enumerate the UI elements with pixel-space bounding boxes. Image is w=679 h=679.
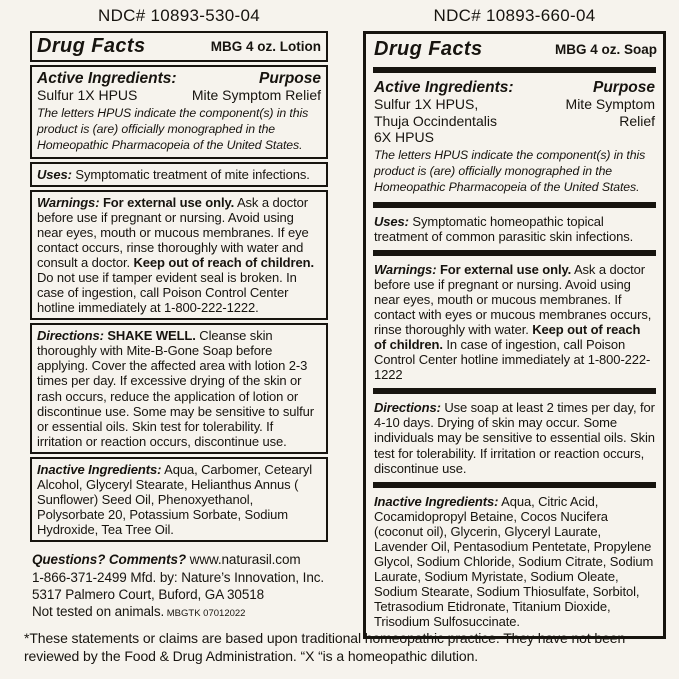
directions-section-lotion: Directions: SHAKE WELL. Cleanse skin thoroughly with Mite-B-Gone Soap before applying. Cover the affected area with lotion 2-3 times per day. If excessive drying of the skin or rash occurs, reduce the application of lotion or discontinue use. Some may be sensitive to sulfur or essential oils. Skin test for tolerability. If irritation or reaction occurs, discontinue use.	[30, 323, 328, 454]
active-ingredients-heading-row	[374, 79, 655, 96]
active-ingredients-heading: Active Ingredients:	[37, 70, 177, 87]
homeopathic-disclaimer	[24, 629, 668, 665]
ingredient-name-line: Sulfur 1X HPUS,	[374, 96, 479, 113]
section-divider-bar	[373, 67, 656, 73]
contact-line-address: 5317 Palmero Court, Buford, GA 30518	[32, 586, 265, 602]
ingredient-row	[37, 87, 321, 104]
contact-footer	[30, 551, 328, 620]
contact-line-phone-mfr: 1-866-371-2499 Mfd. by: Nature’s Innovation, Inc.	[32, 569, 325, 585]
lotion-panel	[30, 6, 328, 620]
drug-facts-title: Drug Facts	[374, 38, 483, 60]
uses-section-lotion: Uses: Symptomatic treatment of mite infections.	[30, 162, 328, 187]
ingredient-row	[374, 96, 655, 146]
ingredient-name-line: 6X HPUS	[374, 129, 434, 146]
ingredient-purpose: Mite Symptom Relief	[191, 87, 321, 104]
drug-facts-box-soap	[363, 31, 666, 639]
uses-section-soap: Uses: Symptomatic homeopathic topical treatment of common parasitic skin infections.	[374, 213, 634, 244]
hpus-note-lotion: The letters HPUS indicate the component(s) in this product is (are) officially monographed in the Homeopathic Pharmacopeia of the United States.	[37, 105, 309, 152]
active-ingredients-section-lotion	[30, 65, 328, 159]
section-divider-bar	[373, 202, 656, 208]
purpose-heading: Purpose	[592, 79, 655, 96]
ingredient-name-line: Thuja Occindentalis	[374, 112, 497, 129]
active-ingredients-section-soap	[372, 77, 657, 198]
purpose-heading: Purpose	[258, 70, 321, 87]
disclaimer-line: reviewed by the Food & Drug Administration. “X “is a homeopathic dilution.	[24, 648, 479, 665]
inactive-ingredients-section-soap: Inactive Ingredients: Aqua, Citric Acid, Cocamidopropyl Betaine, Cocos Nucifera (coconut oil), Glycerin, Glyceryl Laurate, Lavender Oil, Pentasodium Pentetate, Propylene Glycol, Sodium Chloride, Sodium Citrate, Sodium Laurate, Sodium Myristate, Sodium Oleate, Sodium Stearate, Sodium Thiosulfate, Sorbitol, Tetrasodium Etidronate, Titanium Dioxide, Trisodium Sulfosuccinate.	[374, 493, 654, 630]
product-size-soap: MBG 4 oz. Soap	[554, 42, 657, 57]
drug-facts-header-lotion	[30, 31, 328, 62]
drug-facts-header-soap	[372, 37, 657, 63]
directions-section-soap: Directions: Use soap at least 2 times per day, for 4-10 days. Drying of skin may occur. Some individuals may be sensitive to essential oils. Skin test for tolerability. If irritation or reaction occurs, discontinue use.	[374, 400, 655, 476]
ingredient-names	[374, 96, 497, 146]
disclaimer-line: *These statements or claims are based upon traditional homeopathic practice. They have not been	[24, 630, 626, 646]
section-divider-bar	[373, 250, 656, 256]
ndc-number-soap: NDC# 10893-660-04	[433, 6, 596, 25]
warnings-section-soap: Warnings: For external use only. Ask a doctor before use if pregnant or nursing. Avoid using near eyes, mouth or mucous membranes. If contact with eyes or mucous membranes occurs, rinse thoroughly with water. Keep out of reach of children. In case of ingestion, call Poison Control Center hotline immediately at 1-800-222-1222	[374, 261, 652, 383]
ingredient-name: Sulfur 1X HPUS	[37, 87, 138, 104]
drug-facts-title: Drug Facts	[37, 35, 146, 57]
ingredient-purpose: Mite Symptom Relief	[565, 96, 655, 129]
section-divider-bar	[373, 388, 656, 394]
contact-line-website: Questions? Comments? www.naturasil.com	[32, 552, 301, 568]
soap-panel	[363, 6, 666, 639]
hpus-note-soap: The letters HPUS indicate the component(s) in this product is (are) officially monographed in the Homeopathic Pharmacopeia of the United States.	[374, 147, 646, 194]
inactive-ingredients-section-lotion: Inactive Ingredients: Aqua, Carbomer, Cetearyl Alcohol, Glyceryl Stearate, Helianthus Annus ( Sunflower) Seed Oil, Phenoxyethanol, Polysorbate 20, Potassium Sorbate, Sodium Hydroxide, Tea Tree Oil.	[30, 457, 328, 542]
active-ingredients-heading-row	[37, 70, 321, 87]
ndc-number-lotion: NDC# 10893-530-04	[98, 6, 260, 25]
active-ingredients-heading: Active Ingredients:	[374, 79, 514, 96]
section-divider-bar	[373, 482, 656, 488]
warnings-section-lotion: Warnings: For external use only. Ask a doctor before use if pregnant or nursing. Avoid using near eyes, mouth or mucous membranes. If eye contact occurs, rinse thoroughly with water and consult a doctor. Keep out of reach of children. Do not use if tamper evident seal is broken. In case of ingestion, call Poison Control Center hotline immediately at 1-800-222-1222.	[30, 190, 328, 321]
contact-line-animals-lot: Not tested on animals. MBGTK 07012022	[32, 604, 246, 620]
product-size-lotion: MBG 4 oz. Lotion	[210, 39, 321, 54]
